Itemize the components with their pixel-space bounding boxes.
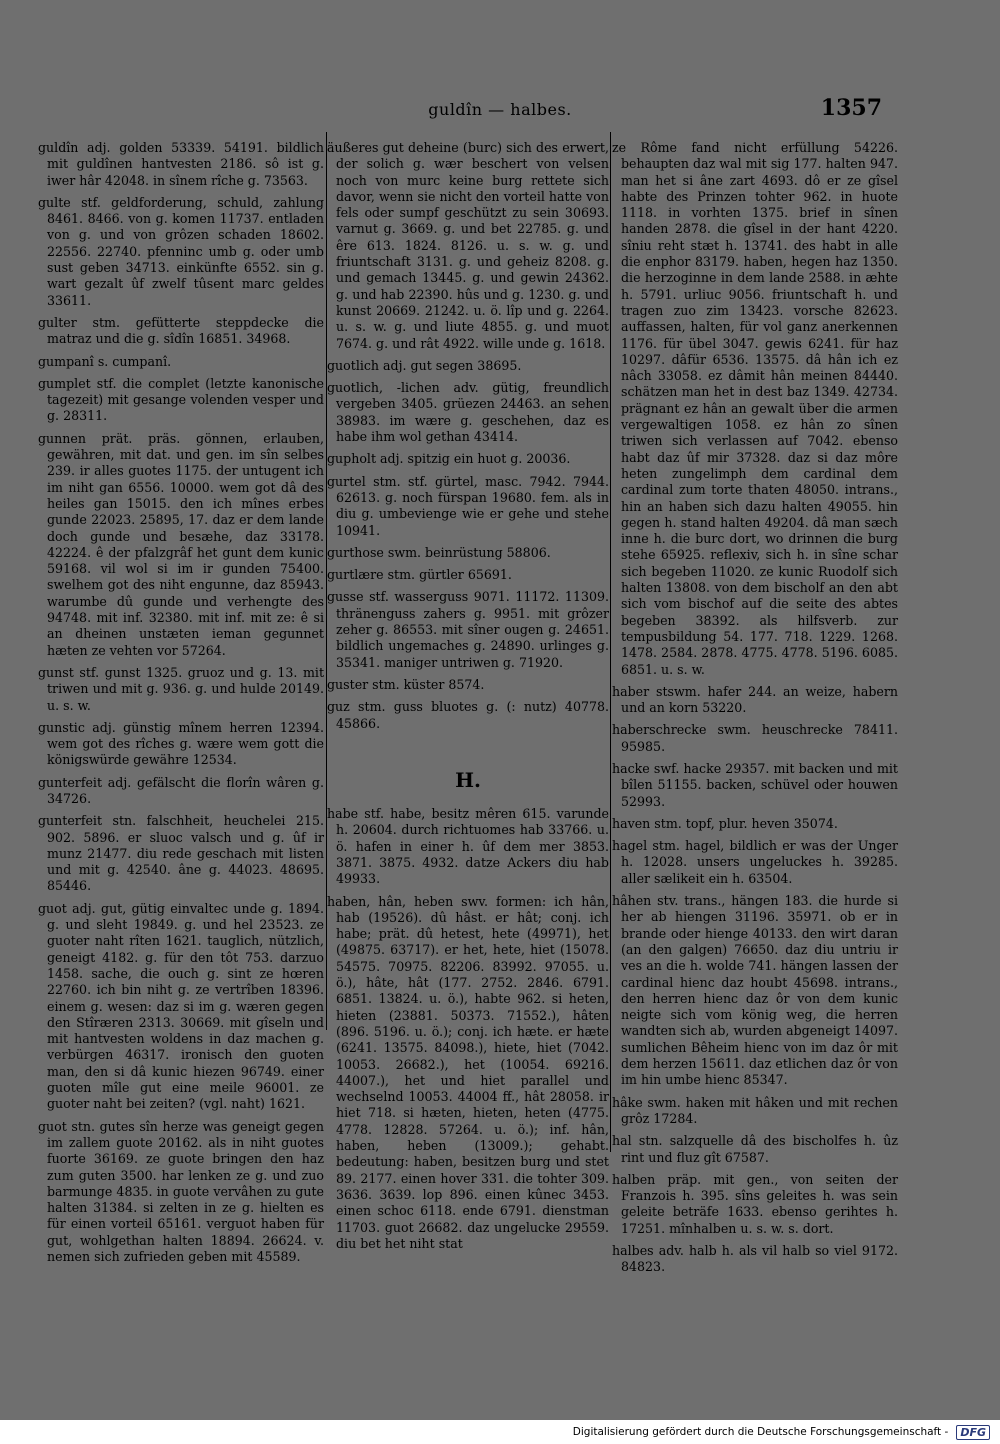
dictionary-column-1 [38,140,324,1271]
page-number: 1357 [820,95,882,121]
dictionary-entry: gurtlære stm. gürtler 65691. [327,567,512,583]
dictionary-entry: gunnen prät. präs. gönnen, erlauben, gewähren, mit dat. und gen. im sîn selbes 239. ir alles guotes 1175. der untugent ich im niht gan 6556. 10000. wem got dâ des heiles gan 15015. den ich mînes erbes gunde 22023. 25895, 17. daz er dem lande doch gunde und besæhe, daz 33178. 42224. ê der pfalzgrâf het gunt dem kunic 59168. vil wol si im ir gunden 75400. swelhem got des niht engunne, daz 85943. warumbe dû gunde und verhengte des 94748. mit inf. 32380. mit inf. mit ze: ê si an dheinen unstæten ieman gegunnet hæten ze vehten vor 57264. [38,430,324,658]
footer [0,1420,1000,1444]
dictionary-column-3 [612,140,898,1282]
dictionary-entry: haber stswm. hafer 244. an weize, habern und an korn 53220. [612,683,898,716]
dictionary-entry: guz stm. guss bluotes g. (: nutz) 40778. 45866. [327,699,609,731]
dictionary-entry: guster stm. küster 8574. [327,676,485,692]
section-heading: H. [455,767,481,792]
dictionary-entry: halben präp. mit gen., von seiten der Franzois h. 395. sîns geleites h. was sein geleite beträfe 1633. ebenso gerihtes h. 17251. mînhalben u. s. w. s. dort. [612,1171,898,1236]
dictionary-entry: gunterfeit adj. gefälscht die florîn wâren g. 34726. [38,774,324,806]
column-rule [610,132,611,1152]
dictionary-entry: gupholt adj. spitzig ein huot g. 20036. [327,451,571,467]
dictionary-entry: gunst stf. gunst 1325. gruoz und g. 13. mit triwen und mit g. 936. g. und hulde 20149. u. s. w. [38,664,324,713]
dictionary-entry: gulte stf. geldforderung, schuld, zahlung 8461. 8466. von g. komen 11737. entladen von g. und von grôzen schaden 18602. 22556. 22740. pfenninc umb g. oder umb sust geben 34713. einkünfte 6552. sin g. wart gezalt ûf zwelf tûsent marc geldes 33611. [38,194,324,308]
dictionary-entry: gurtel stm. stf. gürtel, masc. 7942. 7944. 62613. g. noch fürspan 19680. fem. als in diu g. umbeviengе wie er gehe und stehe 10941. [327,473,609,538]
dictionary-entry: ze Rôme fand nicht erfüllung 54226. behaupten daz wal mit sig 177. halten 947. man het si âne zart 4693. dô er ze gîsel habte des Prinzen tohter 962. in huote 1118. in vorhten 1375. brief in sînen handen 2878. die gîsel in der hant 4220. sîniu reht stæt h. 13741. des habt in alle die enphor 83179. haben, hegen haz 1350. die herzoginne in dem lande 2588. in æhte h. 5791. urliuc 9056. friuntschaft h. und tragen zuo zim 13423. vorsche 82623. auffassen, halten, für vol ganz anerkennen 1176. für übel 3047. gewis 6241. für haz 10297. dâfür 6536. 13575. dâ hân ich ez nâch 33058. ez dâmit hân meinen 84440. schätzen man het in dest baz 1349. 42734. prägnant ez hân an gewalt über die armen vergewaltigen 1058. ez hân zo sînen triwen sich verlassen auf 7042. ebenso habt daz ûf mir 37328. daz si daz môre heten zungelimph dem cardinal dem cardinal zum torte thaten 48050. intrans., hin an haben sich dazu halten 49055. hin gegen h. stand halten 49204. dâ man sæch inne h. die burc dort, wo drinnen die burg stehe 65925. reflexiv, sich h. in sîne schar sich begeben 11020. ze kunic Ruodolf sich halten 13808. von dem bischolf an den abt sich vom bischof auf die seite des abtes begeben 38392. als hilfsverb. zur tempusbildung 54. 177. 718. 1229. 1268. 1478. 2584. 2878. 4775. 4778. 5196. 6085. 6851. u. s. w. [612,140,898,677]
dictionary-entry: hal stn. salzquelle dâ des bischolfes h. ûz rint und fluz gît 67587. [612,1133,898,1165]
running-header: guldîn — halbes. [428,100,572,119]
dictionary-entry: guotlich adj. gut segen 38695. [327,357,522,373]
dictionary-entry: gusse stf. wasserguss 9071. 11172. 11309. thränenguss zahers g. 9951. mit grôzer zeher g. 86553. mit sîner ougen g. 24651. bildlich ungemaches g. 24890. urlinges g. 35341. maniger untriwen g. 71920. [327,589,609,670]
dictionary-entry: gurthose swm. beinrüstung 58806. [327,544,551,560]
dictionary-entry: guotlich, -lichen adv. gütig, freundlich vergeben 3405. grüezen 24463. an sehen 38983. im wære g. geschehen, daz es habe ihm wol gethan 43414. [327,380,609,445]
dictionary-entry: gunterfeit stn. falschheit, heuchelei 215. 902. 5896. er sluoc valsch und g. ûf ir munz 21477. diu rede geschach mit listen und mit g. 42540. âne g. 44023. 48695. 85446. [38,813,324,894]
dfg-logo: DFG [956,1425,990,1440]
dictionary-entry: haben, hân, heben swv. formen: ich hân, hab (19526). dû hâst. er hât; conj. ich habe; prät. dû hetest, hete (49971), het (49875. 63717). er het, hete, hiet (15078. 54575. 70975. 82206. 83992. 97055. u. ö.), hâte, hât (177. 2752. 2846. 6791. 6851. 13824. u. ö.), habte 962. si heten, hieten (23881. 50373. 71552.), hâten (896. 5196. u. ö.); conj. ich hæte. er hæte (6241. 13575. 84098.), hiete, hiet (7042. 10053. 26682.), het (10054. 69216. 44007.), het und hiet parallel und wechselnd 10053. 44004 ff., hât 28058. ir hiet 718. si hæten, hieten, heten (4775. 4778. 12828. 57264. u. ö.); inf. hân, haben, heben (13009.); gehabt. bedeutung: haben, besitzen burg und stet 89. 2177. einen hover 331. die tohter 309. 3636. 3639. lop 896. einen kûnec 3453. einen schoc 6118. ende 6791. dienstman 11703. guot 26682. daz ungelucke 29559. diu bet het niht stat [327,893,609,1251]
dictionary-entry: hâhen stv. trans., hängen 183. die hurde si her ab hiengen 31196. 35971. ob er in brande oder hienge 40133. den wirt daran (an den galgen) 76650. daz diu untriu ir ves an die h. wolde 741. hängen lassen der cardinal hienc daz houbt 45698. intrans., den herren hienc daz ôr von dem kunic neigte sich vom könig weg, die herren wandten sich ab, wurden abgeneigt 14097. sumlichen Bêheim hienc von im daz ôr mit dem herzen 15611. daz etlichen daz ôr von im hin umbe hienc 85347. [612,893,898,1088]
dictionary-entry: gumplet stf. die complet (letzte kanonische tagezeit) mit gesange volenden vesper und g. 28311. [38,375,324,424]
dictionary-entry: äußeres gut deheine (burc) sich des erwert, der solich g. wær beschert von velsen noch von murc keine burg rettete sich davor, wenn sie nicht den vorteil hatte von fels oder sumpf geschützt zu sein 30693. varnut g. 3669. g. und bet 22785. g. und êre 613. 1824. 8126. u. s. w. g. und friuntschaft 3131. g. und geheiz 8208. g. und gemach 13445. g. und gewin 24362. g. und hab 22390. hûs und g. 1230. g. und kunst 20669. 21242. u. ö. lîp und g. 2264. u. s. w. g. und liute 4855. g. und muot 7674. g. und rât 4922. wille unde g. 1618. [327,140,609,351]
dictionary-entry: hacke swf. hacke 29357. mit backen und mit bîlen 51155. backen, schüvel oder houwen 52993. [612,760,898,809]
dictionary-entry: gulter stm. gefütterte steppdecke die matraz und die g. sîdîn 16851. 34968. [38,314,324,347]
dictionary-entry: guot adj. gut, gütig einvaltec unde g. 1894. g. und sleht 19849. g. und hel 23523. ze guoter naht rîten 1621. tauglich, nützlich, geneigt 4182. g. für den tôt 753. darzuo 1458. sache, die ouch g. sint ze hœren 22760. ich bin niht g. ze vertrîben 18396. einem g. wesen: daz si im g. wæren gegen den Stîræren 2313. 30669. mit gîseln und mit hantvesten woldens in daz machen g. verbürgen 46317. ironisch den guoten man, den si dâ kunic hiezen 96749. einer guoten mîle gut eine meile 96001. ze guoter naht bei zeiten? (vgl. naht) 1621. [38,900,324,1112]
dictionary-entry: gumpanî s. cumpanî. [38,353,172,369]
dictionary-entry: habe stf. habe, besitz mêren 615. varunde h. 20604. durch richtuomes hab 33766. u. ö. hafen in einer h. ûf dem mer 3853. 3871. 3875. 4932. datze Ackers diu hab 49933. [327,806,609,887]
dictionary-entry: gunstic adj. günstig mînem herren 12394. wem got des rîches g. wære wem gott die königswürde gewähre 12534. [38,719,324,768]
dictionary-entry: guldîn adj. golden 53339. 54191. bildlich mit guldînen hantvesten 2186. sô ist g. iwer hâr 42048. in sînem rîche g. 73563. [38,140,324,188]
dictionary-entry: guot stn. gutes sîn herze was geneigt gegen im zallem guote 20162. als in niht guotes fuorte 36169. ze guote bringen den haz zum guten 3500. har lenken ze g. und zuo barmunge 4835. in guote vervâhen zu gute halten 31384. si zelten in ze g. hielten es für einen vorteil 65161. verguot haben für gut, wohlgethan halten 18894. 26624. v. nemen sich zufrieden geben mit 45589. [38,1118,324,1264]
dictionary-entry: haven stm. topf, plur. heven 35074. [612,815,838,831]
footer-credit: Digitalisierung gefördert durch die Deutsche Forschungsgemeinschaft - [572,1426,949,1438]
dictionary-entry: halbes adv. halb h. als vil halb so viel 9172. 84823. [612,1243,898,1275]
dictionary-entry: haberschrecke swm. heuschrecke 78411. 95985. [612,722,898,754]
dictionary-column-2 [327,140,609,1258]
dictionary-entry: hagel stm. hagel, bildlich er was der Unger h. 12028. unsers ungeluckes h. 39285. aller sælikeit ein h. 63504. [612,838,898,886]
dictionary-entry: hâke swm. haken mit hâken und mit rechen grôz 17284. [612,1094,898,1126]
